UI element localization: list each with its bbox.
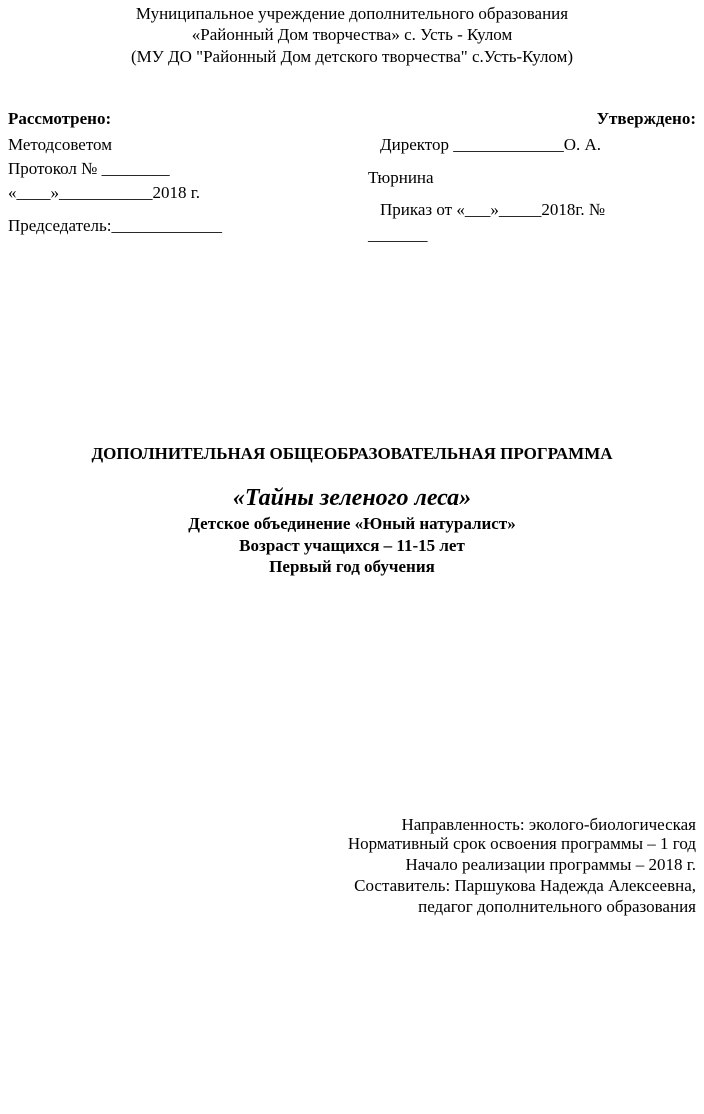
details-duration: Нормативный срок освоения программы – 1 год	[347, 834, 696, 853]
program-year: Первый год обучения	[269, 557, 435, 576]
approval-left-title: Рассмотрено:	[8, 109, 112, 128]
approval-left-line-4: Председатель:_____________	[8, 216, 223, 235]
program-heading: ДОПОЛНИТЕЛЬНАЯ ОБЩЕОБРАЗОВАТЕЛЬНАЯ ПРОГРАММА	[91, 444, 613, 463]
details-author: Составитель: Паршукова Надежда Алексеевна,	[354, 876, 696, 895]
details-start: Начало реализации программы – 2018 г.	[405, 855, 696, 874]
approval-right-line-4: _______	[368, 225, 428, 244]
program-age: Возраст учащихся – 11-15 лет	[239, 536, 465, 555]
approval-left-line-2: Протокол № ________	[8, 159, 170, 178]
approval-right-line-2: Тюрнина	[368, 168, 434, 187]
approval-left-line-1: Методсоветом	[8, 135, 112, 154]
approval-right-title: Утверждено:	[596, 109, 696, 128]
header-line-1: Муниципальное учреждение дополнительного образования	[135, 4, 569, 23]
approval-right-line-1: Директор _____________О. А.	[380, 135, 602, 154]
details-direction: Направленность: эколого-биологическая	[401, 815, 696, 834]
details-author-role: педагог дополнительного образования	[418, 897, 696, 916]
program-association: Детское объединение «Юный натуралист»	[188, 514, 516, 533]
approval-left-line-3: «____»___________2018 г.	[8, 183, 201, 202]
program-title: «Тайны зеленого леса»	[232, 485, 472, 511]
approval-right-line-3: Приказ от «___»_____2018г. №	[380, 200, 606, 219]
header-line-2: «Районный Дом творчества» с. Усть - Кулом	[191, 25, 513, 44]
header-line-3: (МУ ДО "Районный Дом детского творчества" с.Усть-Кулом)	[130, 47, 574, 66]
